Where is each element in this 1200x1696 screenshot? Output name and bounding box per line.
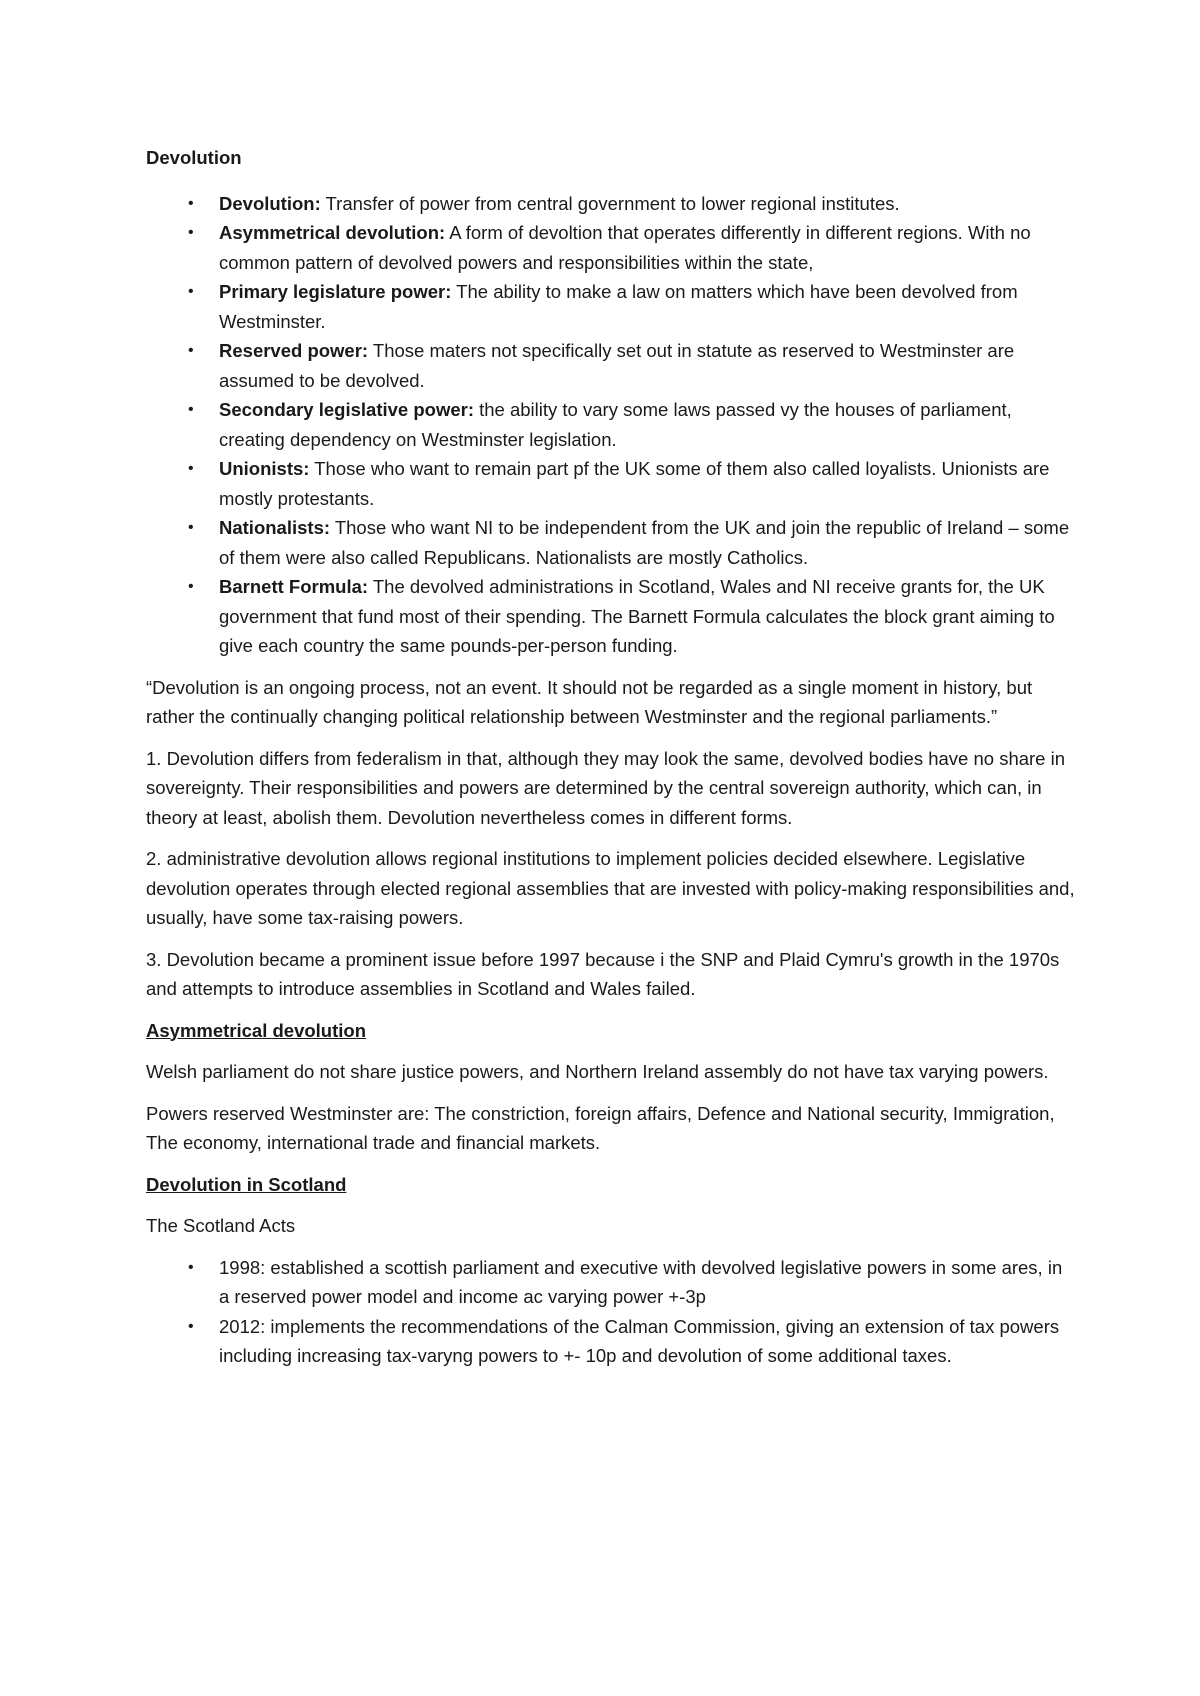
bullet-icon: • (188, 342, 194, 359)
list-item (146, 1312, 1076, 1371)
definition-term: Barnett Formula: (219, 576, 369, 597)
bullet-icon: • (188, 283, 194, 300)
definition-term: Nationalists: (219, 517, 331, 538)
definition-text: Those who want NI to be independent from the UK and join the republic of Ireland – some of them were also called Republicans. Nationalists are mostly Catholics. (219, 517, 1070, 568)
definition-term: Secondary legislative power: (219, 399, 474, 420)
definition-term: Devolution: (219, 192, 321, 214)
scotland-acts-list (146, 1253, 1076, 1371)
list-item (146, 395, 1076, 454)
point-paragraph-1: 1. Devolution differs from federalism in that, although they may look the same, devolved bodies have no share in sovereignty. Their responsibilities and powers are determined by the central sovereign authority, which can, in theory at least, abolish them. Devolution nevertheless comes in different forms. (146, 747, 1066, 828)
definition-text: The ability to make a law on matters which have been devolved from Westminster. (219, 281, 1018, 332)
bullet-icon: • (188, 460, 194, 477)
definition-term: Unionists: (219, 458, 310, 479)
asymmetrical-paragraph-2: Powers reserved Westminster are: The constriction, foreign affairs, Defence and National security, Immigration, The economy, international trade and financial markets. (146, 1102, 1055, 1153)
list-item (146, 513, 1076, 572)
document-body (146, 143, 1076, 1383)
point-paragraph-3: 3. Devolution became a prominent issue before 1997 because i the SNP and Plaid Cymru's growth in the 1970s and attempts to introduce assemblies in Scotland and Wales failed. (146, 948, 1060, 999)
asymmetrical-paragraph-1: Welsh parliament do not share justice powers, and Northern Ireland assembly do not have tax varying powers. (146, 1061, 1049, 1082)
list-item (146, 1253, 1076, 1312)
list-item (146, 572, 1076, 661)
act-text: 1998: established a scottish parliament and executive with devolved legislative powers in some ares, in a reserved power model and income ac varying power +-3p (219, 1256, 1063, 1307)
list-item (146, 218, 1076, 277)
list-item (146, 277, 1076, 336)
quote-paragraph: “Devolution is an ongoing process, not an event. It should not be regarded as a single moment in history, but rather the continually changing political relationship between Westminster and the regional parliaments.” (146, 676, 1033, 727)
list-item (146, 454, 1076, 513)
bullet-icon: • (188, 519, 194, 536)
definition-text: Those maters not specifically set out in statute as reserved to Westminster are assumed to be devolved. (219, 340, 1015, 391)
definition-text: the ability to vary some laws passed vy the houses of parliament, creating dependency on Westminster legislation. (219, 399, 1012, 450)
definition-text: Those who want to remain part pf the UK some of them also called loyalists. Unionists are mostly protestants. (219, 458, 1050, 509)
definition-text: Transfer of power from central government to lower regional institutes. (320, 192, 900, 214)
document-title: Devolution (146, 147, 242, 168)
act-text: 2012: implements the recommendations of the Calman Commission, giving an extension of tax powers including increasing tax-varyng powers to +- 10p and devolution of some additional taxes. (219, 1315, 1060, 1366)
section-heading-scotland: Devolution in Scotland (146, 1173, 347, 1195)
bullet-icon: • (188, 224, 194, 241)
bullet-icon: • (188, 1317, 194, 1335)
point-paragraph-2: 2. administrative devolution allows regional institutions to implement policies decided elsewhere. Legislative devolution operates through elected regional assemblies that are invested with policy-making responsibilities and, usually, have some tax-raising powers. (146, 848, 1075, 928)
definitions-list (146, 189, 1076, 661)
bullet-icon: • (188, 578, 194, 595)
definition-term: Primary legislature power: (219, 281, 452, 302)
list-item (146, 336, 1076, 395)
list-item (146, 189, 1076, 219)
bullet-icon: • (188, 1258, 194, 1276)
scotland-subtitle: The Scotland Acts (146, 1215, 296, 1236)
definition-term: Asymmetrical devolution: (219, 222, 446, 243)
definition-text: A form of devoltion that operates differently in different regions. With no common pattern of devolved powers and responsibilities within the state, (219, 222, 1031, 273)
section-heading-asymmetrical: Asymmetrical devolution (146, 1019, 367, 1041)
definition-text: The devolved administrations in Scotland, Wales and NI receive grants for, the UK government that fund most of their spending. The Barnett Formula calculates the block grant aiming to give each country the same pounds-per-person funding. (219, 576, 1055, 656)
bullet-icon: • (188, 401, 194, 418)
definition-term: Reserved power: (219, 340, 369, 361)
bullet-icon: • (188, 194, 194, 212)
